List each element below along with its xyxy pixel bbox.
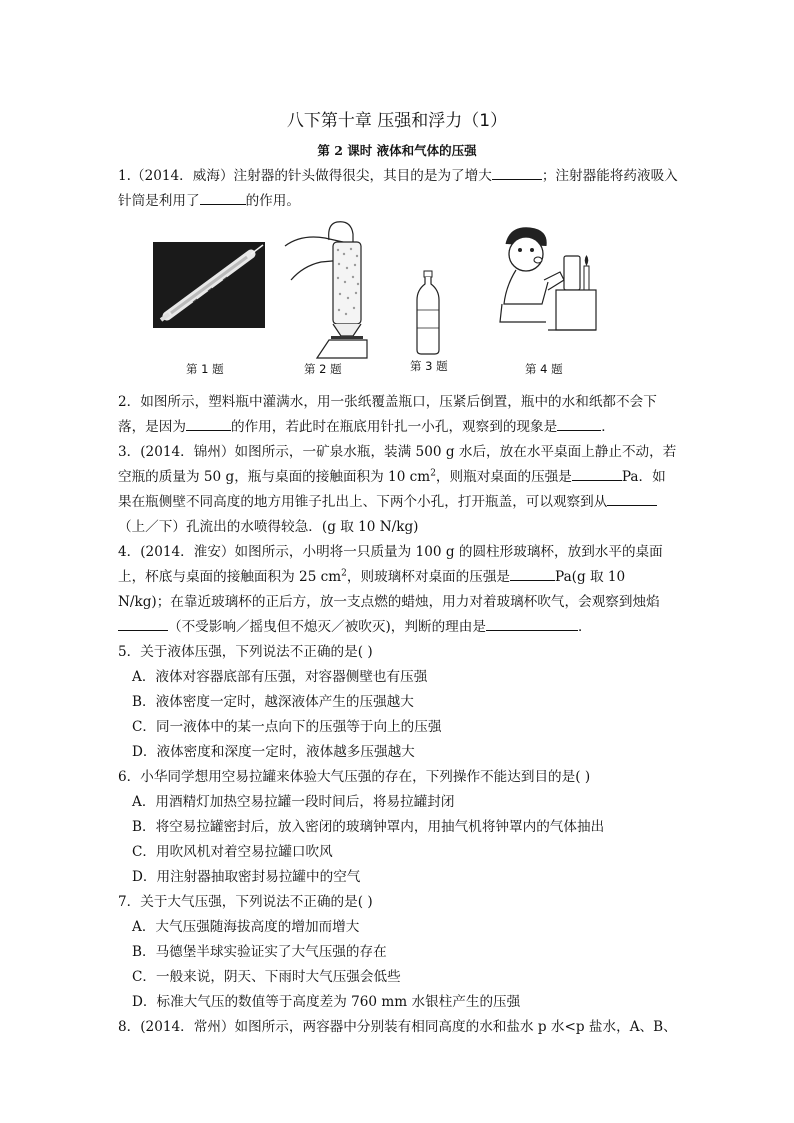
q1-text-c: 的作用。 (245, 193, 300, 209)
figure-4-boy-blowing-candle (486, 222, 598, 362)
figure-1-caption: 第 1 题 (186, 362, 224, 376)
q4-text-e: ． (577, 619, 592, 635)
question-6-stem: 6．小华同学想用空易拉罐来体验大气压强的存在，下列操作不能达到目的是( ) (118, 769, 591, 785)
q3-text-d: （上／下）孔流出的水喷得较急．(g 取 10 N/kg) (118, 519, 419, 535)
answer-blank[interactable] (486, 616, 578, 631)
q5-option-d[interactable]: D．液体密度和深度一定时，液体越多压强越大 (132, 744, 415, 760)
figure-2-inverted-bottle (281, 220, 371, 360)
q3-text-c: Pa．如果在瓶侧壁不同高度的地方用锥子扎出上、下两个小孔，打开瓶盖，可以观察到从 (118, 469, 666, 510)
q3-superscript: 2 (430, 468, 436, 479)
q2-text-c: ． (601, 419, 615, 435)
q7-option-c[interactable]: C．一般来说，阴天、下雨时大气压强会低些 (132, 969, 401, 985)
answer-blank[interactable] (557, 416, 601, 431)
q6-option-c[interactable]: C．用吹风机对着空易拉罐口吹风 (132, 844, 333, 860)
figure-3-caption: 第 3 题 (410, 359, 448, 373)
question-8: 8．(2014．常州）如图所示，两容器中分别装有相同高度的水和盐水 p 水<p 盐水，A、B、 (118, 1019, 677, 1035)
answer-blank[interactable] (200, 190, 246, 205)
question-2 (118, 390, 678, 440)
q6-option-a[interactable]: A．用酒精灯加热空易拉罐一段时间后，将易拉罐封闭 (132, 794, 455, 810)
figure-3-water-bottle (413, 270, 443, 356)
q5-option-c[interactable]: C．同一液体中的某一点向下的压强等于向上的压强 (132, 719, 442, 735)
answer-blank[interactable] (492, 165, 542, 180)
q4-text-a: 4．(2014．淮安）如图所示，小明将一只质量为 100 g 的圆柱形玻璃杯，放到水平的桌面上，杯底与桌面的接触面积为 25 cm (118, 544, 663, 585)
figure-row (118, 214, 678, 390)
q3-text-a: 3．(2014．锦州）如图所示，一矿泉水瓶，装满 500 g 水后，放在水平桌面上静止不动，若空瓶的质量为 50 g，瓶与桌面的接触面积为 10 cm (118, 444, 677, 485)
q5-option-a[interactable]: A．液体对容器底部有压强，对容器侧壁也有压强 (132, 669, 428, 685)
figure-4-caption: 第 4 题 (525, 362, 563, 376)
question-4 (118, 540, 678, 640)
answer-blank[interactable] (572, 466, 622, 481)
question-7-stem: 7．关于大气压强，下列说法不正确的是( ) (118, 894, 373, 910)
figure-2-caption: 第 2 题 (304, 362, 342, 376)
question-list (118, 164, 678, 1040)
q6-option-d[interactable]: D．用注射器抽取密封易拉罐中的空气 (132, 869, 361, 885)
question-5-stem: 5．关于液体压强，下列说法不正确的是( ) (118, 644, 373, 660)
q2-text-a: 2．如图所示，塑料瓶中灌满水，用一张纸覆盖瓶口，压紧后倒置，瓶中的水和纸都不会下落，是因为 (118, 394, 657, 435)
q4-text-c: Pa(g 取 10 N/kg)；在靠近玻璃杯的正后方，放一支点燃的蜡烛，用力对着玻璃杯吹气，会观察到烛焰 (118, 569, 660, 610)
answer-blank[interactable] (118, 616, 168, 631)
page-subtitle: 第 2 课时 液体和气体的压强 (317, 143, 477, 158)
figure-1-syringe-photo (153, 242, 265, 328)
answer-blank[interactable] (186, 416, 231, 431)
q3-text-b: ，则瓶对桌面的压强是 (435, 469, 572, 485)
answer-blank[interactable] (607, 491, 657, 506)
question-1 (118, 164, 678, 214)
q1-text-a: 1.（2014．威海）注射器的针头做得很尖，其目的是为了增大 (118, 168, 492, 184)
q7-option-b[interactable]: B．马德堡半球实验证实了大气压强的存在 (132, 944, 387, 960)
q4-text-d: （不受影响／摇曳但不熄灭／被吹灭)，判断的理由是 (168, 619, 486, 635)
q4-superscript: 2 (341, 568, 347, 579)
page-title: 八下第十章 压强和浮力（1） (286, 111, 508, 131)
q2-text-b: 的作用，若此时在瓶底用针扎一小孔，观察到的现象是 (230, 419, 558, 435)
q5-option-b[interactable]: B．液体密度一定时，越深液体产生的压强越大 (132, 694, 414, 710)
q7-option-a[interactable]: A．大气压强随海拔高度的增加而增大 (132, 919, 360, 935)
question-3 (118, 440, 678, 540)
q1-text-b: ；注射器能将药液吸入针筒是利用了 (118, 168, 678, 209)
q7-option-d[interactable]: D．标准大气压的数值等于高度差为 760 mm 水银柱产生的压强 (132, 994, 521, 1010)
q6-option-b[interactable]: B．将空易拉罐密封后，放入密闭的玻璃钟罩内，用抽气机将钟罩内的气体抽出 (132, 819, 605, 835)
q4-text-b: ，则玻璃杯对桌面的压强是 (346, 569, 511, 585)
answer-blank[interactable] (510, 566, 555, 581)
